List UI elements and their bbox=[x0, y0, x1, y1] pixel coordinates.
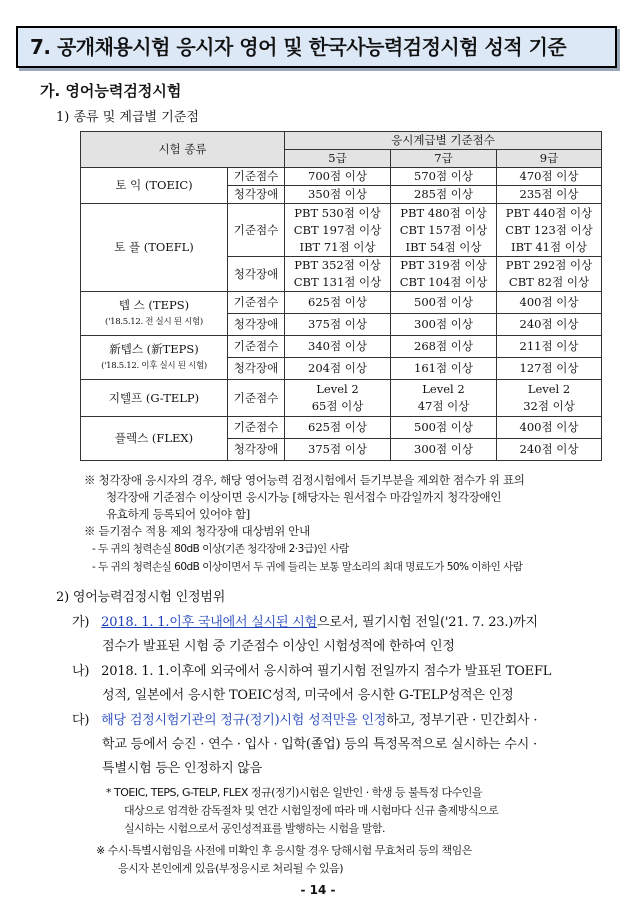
exam-name-teps bbox=[81, 292, 228, 336]
table-cell bbox=[497, 204, 602, 257]
cell-line: CBT 104점 이상 bbox=[399, 275, 488, 289]
cell-line: Level 2 bbox=[527, 382, 571, 396]
exam-title: 텝 스 (TEPS) bbox=[118, 297, 190, 312]
table-cell: 500점 이상 bbox=[391, 292, 497, 314]
table-cell: 700점 이상 bbox=[285, 168, 391, 186]
cell-line: 47점 이상 bbox=[417, 399, 470, 413]
cell-line: Level 2 bbox=[316, 382, 359, 396]
highlight-text: 2018. 1. 1.이후 국내에서 실시된 시험 bbox=[101, 615, 317, 630]
table-cell: 340점 이상 bbox=[285, 336, 391, 358]
cell-line: CBT 131점 이상 bbox=[293, 275, 382, 289]
note-star-line: 실시하는 시험으로서 공인성적표를 발행하는 시험을 말함. bbox=[124, 822, 386, 835]
item-marker: 다) bbox=[72, 713, 90, 728]
table-cell: 기준점수 bbox=[228, 292, 285, 314]
page-number: - 14 - bbox=[300, 883, 336, 897]
table-cell: 625점 이상 bbox=[285, 417, 391, 439]
cell-line: PBT 530점 이상 bbox=[294, 205, 381, 220]
cell-line: PBT 319점 이상 bbox=[400, 258, 487, 272]
item-na-line: 성적, 일본에서 응시한 TOEIC성적, 미국에서 응시한 G-TELP성적은 인정 bbox=[102, 688, 514, 703]
note-final-line: 응시자 본인에게 있음(부정응시로 처리될 수 있음) bbox=[118, 862, 344, 875]
cell-line: PBT 352점 이상 bbox=[294, 258, 381, 272]
table-cell: 청각장애 bbox=[228, 358, 285, 380]
note-hearing-range-item: - 두 귀의 청력손실 60dB 이상이면서 두 귀에 들리는 보통 말소리의 최대 명료도가 50% 이하인 사람 bbox=[92, 561, 523, 573]
table-cell: 기준점수 bbox=[228, 204, 285, 257]
cell-line: IBT 54점 이상 bbox=[405, 239, 482, 254]
table-cell bbox=[497, 380, 602, 417]
note-hearing-range-item: - 두 귀의 청력손실 80dB 이상(기존 청각장애 2·3급)인 사람 bbox=[92, 543, 349, 555]
exam-subtitle: ('18.5.12. 전 실시 된 시험) bbox=[105, 316, 203, 327]
note-star-line: * TOEIC, TEPS, G-TELP, FLEX 정규(정기)시험은 일반인 · 학생 등 불특정 다수인을 bbox=[106, 786, 482, 799]
table-cell: 기준점수 bbox=[228, 417, 285, 439]
table-cell: 기준점수 bbox=[228, 336, 285, 358]
exam-name-toeic: 토 익 (TOEIC) bbox=[81, 168, 228, 204]
exam-name-flex: 플렉스 (FLEX) bbox=[81, 417, 228, 461]
item-marker: 가) bbox=[72, 615, 90, 630]
exam-name-toefl: 토 플 (TOEFL) bbox=[81, 204, 228, 292]
item-da bbox=[72, 709, 537, 728]
table-cell: 청각장애 bbox=[228, 439, 285, 461]
table-cell: 300점 이상 bbox=[391, 439, 497, 461]
cell-line: IBT 41점 이상 bbox=[511, 239, 587, 254]
table-cell: 300점 이상 bbox=[391, 314, 497, 336]
table-cell bbox=[285, 257, 391, 292]
exam-name-gtelp: 지텔프 (G-TELP) bbox=[81, 380, 228, 417]
header-grade-5: 5급 bbox=[285, 150, 391, 168]
header-group: 응시계급별 기준점수 bbox=[285, 132, 602, 150]
cell-line: CBT 123점 이상 bbox=[505, 222, 593, 237]
highlight-text: 해당 검정시험기관의 정규(정기)시험 성적만을 인정 bbox=[101, 713, 387, 728]
exam-title: 新텝스 (新TEPS) bbox=[109, 341, 199, 356]
table-cell bbox=[391, 257, 497, 292]
table-cell: 375점 이상 bbox=[285, 439, 391, 461]
table-cell bbox=[391, 380, 497, 417]
table-cell: 470점 이상 bbox=[497, 168, 602, 186]
subheading-criteria: 1) 종류 및 계급별 기준점 bbox=[56, 110, 199, 125]
table-cell: 350점 이상 bbox=[285, 186, 391, 204]
note-hearing-line: 유효하게 등록되어 있어야 함] bbox=[106, 507, 250, 521]
note-star-line: 대상으로 엄격한 감독절차 및 연간 시험일정에 따라 매 시험마다 신규 출제방식으로 bbox=[124, 804, 499, 817]
cell-line: IBT 71점 이상 bbox=[299, 239, 376, 254]
item-marker: 나) bbox=[72, 664, 90, 679]
cell-line: PBT 480점 이상 bbox=[400, 205, 487, 220]
item-ga-line: 점수가 발표된 시험 중 기준점수 이상인 시험성적에 한하여 인정 bbox=[102, 639, 455, 654]
header-exam: 시험 종류 bbox=[81, 132, 285, 168]
note-final-line: ※ 수시·특별시험임을 사전에 미확인 후 응시할 경우 당해시험 무효처리 등의 책임은 bbox=[96, 844, 472, 857]
table-cell: 235점 이상 bbox=[497, 186, 602, 204]
item-da-line: 학교 등에서 승진 · 연수 · 입사 · 입학(졸업) 등의 특정목적으로 실시하는 수시 · bbox=[102, 737, 537, 752]
table-cell: 240점 이상 bbox=[497, 314, 602, 336]
table-cell bbox=[391, 204, 497, 257]
table-cell: 400점 이상 bbox=[497, 292, 602, 314]
item-ga bbox=[72, 611, 538, 630]
table-cell: 청각장애 bbox=[228, 186, 285, 204]
header-grade-9: 9급 bbox=[497, 150, 602, 168]
cell-line: CBT 197점 이상 bbox=[293, 222, 382, 237]
table-cell: 500점 이상 bbox=[391, 417, 497, 439]
table-cell: 청각장애 bbox=[228, 257, 285, 292]
cell-line: PBT 440점 이상 bbox=[505, 205, 593, 220]
header-grade-7: 7급 bbox=[391, 150, 497, 168]
table-cell: 기준점수 bbox=[228, 168, 285, 186]
subheading-recognition: 2) 영어능력검정시험 인정범위 bbox=[56, 590, 226, 605]
table-cell: 625점 이상 bbox=[285, 292, 391, 314]
exam-subtitle: ('18.5.12. 이후 실시 된 시험) bbox=[101, 360, 207, 371]
table-cell: 161점 이상 bbox=[391, 358, 497, 380]
table-cell: 375점 이상 bbox=[285, 314, 391, 336]
table-cell: 211점 이상 bbox=[497, 336, 602, 358]
table-cell: 570점 이상 bbox=[391, 168, 497, 186]
table-cell: 204점 이상 bbox=[285, 358, 391, 380]
table-cell: 285점 이상 bbox=[391, 186, 497, 204]
note-hearing-line: ※ 청각장애 응시자의 경우, 해당 영어능력 검정시험에서 듣기부분을 제외한 점수가 위 표의 bbox=[84, 473, 525, 487]
table-cell: 청각장애 bbox=[228, 314, 285, 336]
item-da-line: 특별시험 등은 인정하지 않음 bbox=[102, 761, 263, 776]
cell-line: 32점 이상 bbox=[523, 399, 575, 413]
table-cell bbox=[285, 204, 391, 257]
item-na bbox=[72, 660, 551, 679]
table-cell bbox=[497, 257, 602, 292]
table-cell: 268점 이상 bbox=[391, 336, 497, 358]
table-cell: 기준점수 bbox=[228, 380, 285, 417]
item-text: 2018. 1. 1.이후에 외국에서 응시하여 필기시험 전일까지 점수가 발표된 TOEFL bbox=[101, 664, 552, 679]
table-cell bbox=[285, 380, 391, 417]
table-cell: 400점 이상 bbox=[497, 417, 602, 439]
cell-line: PBT 292점 이상 bbox=[505, 258, 593, 272]
item-text: 으로서, 필기시험 전일('21. 7. 23.)까지 bbox=[317, 615, 538, 630]
item-text: 하고, 정부기관 · 민간회사 · bbox=[386, 713, 538, 728]
page-title: 7. 공개채용시험 응시자 영어 및 한국사능력검정시험 성적 기준 bbox=[16, 26, 617, 68]
score-table bbox=[80, 131, 602, 461]
note-hearing-line: 청각장애 기준점수 이상이면 응시가능 [해당자는 원서접수 마감일까지 청각장애인 bbox=[106, 490, 502, 504]
table-cell: 240점 이상 bbox=[497, 439, 602, 461]
cell-line: CBT 157점 이상 bbox=[399, 222, 488, 237]
note-hearing-range: ※ 듣기점수 적용 제외 청각장애 대상범위 안내 bbox=[84, 524, 310, 538]
cell-line: Level 2 bbox=[422, 382, 465, 396]
table-cell: 127점 이상 bbox=[497, 358, 602, 380]
cell-line: 65점 이상 bbox=[311, 399, 364, 413]
cell-line: CBT 82점 이상 bbox=[508, 275, 590, 289]
exam-name-newteps bbox=[81, 336, 228, 380]
section-heading: 가. 영어능력검정시험 bbox=[40, 82, 182, 100]
